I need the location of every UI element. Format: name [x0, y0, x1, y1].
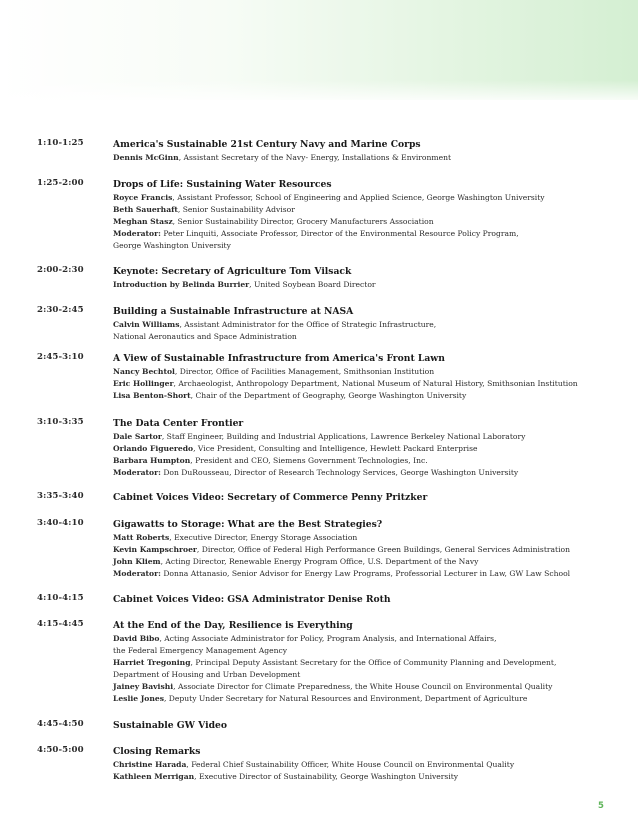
speaker-line — [113, 633, 613, 645]
speaker-line — [113, 279, 613, 291]
speaker-affiliation: , Federal Chief Sustainability Officer, White House Council on Environmental Quality — [186, 760, 515, 769]
speaker-name: Orlando Figueredo — [113, 444, 194, 454]
speaker-name: John Kliem — [113, 557, 161, 567]
session-title: The Data Center Frontier — [113, 418, 244, 429]
session-time: 1:25-2:00 — [37, 178, 84, 188]
speaker-line — [113, 319, 613, 331]
session-time: 2:00-2:30 — [37, 265, 84, 275]
speaker-name: Kevin Kampschroer — [113, 545, 197, 555]
session-time: 4:15-4:45 — [37, 619, 84, 629]
speaker-name: Beth Sauerhaft — [113, 205, 178, 215]
session-title: Gigawatts to Storage: What are the Best Strategies? — [113, 519, 383, 530]
speaker-line — [113, 443, 613, 455]
speaker-name: Leslie Jones — [113, 694, 164, 704]
speaker-affiliation: , Assistant Professor, School of Engineering and Applied Science, George Washington University — [172, 193, 545, 202]
session-details — [113, 265, 613, 291]
session-time: 4:50-5:00 — [37, 745, 84, 755]
speaker-line — [113, 669, 613, 681]
speaker-affiliation: , Executive Director, Energy Storage Association — [169, 533, 358, 542]
speaker-affiliation: , Chair of the Department of Geography, George Washington University — [190, 391, 467, 401]
speaker-line — [113, 204, 613, 216]
speaker-line — [113, 771, 613, 783]
speaker-name: Kathleen Merrigan — [113, 772, 195, 782]
speaker-line — [113, 556, 613, 568]
speaker-affiliation: , Principal Deputy Assistant Secretary for the Office of Community Planning and Development, — [190, 658, 557, 668]
session-details — [113, 745, 613, 783]
speaker-affiliation: Don DuRousseau, Director of Research Technology Services, George Washington University — [160, 468, 519, 478]
speaker-affiliation: , Executive Director of Sustainability, George Washington University — [194, 772, 459, 782]
session-time: 4:45-4:50 — [37, 719, 84, 729]
speaker-name: Introduction by Belinda Burrier — [113, 280, 250, 289]
session-title: Keynote: Secretary of Agriculture Tom Vilsack — [113, 266, 352, 277]
session-details — [113, 417, 613, 479]
speaker-name: Jainey Bavishi — [113, 682, 174, 692]
speaker-name: David Bibo — [113, 634, 160, 643]
speaker-affiliation: , Director, Office of Facilities Management, Smithsonian Institution — [174, 367, 435, 376]
speaker-affiliation: Department of Housing and Urban Development — [113, 670, 301, 680]
session-title: Drops of Life: Sustaining Water Resources — [113, 179, 332, 190]
session-time: 4:10-4:15 — [37, 593, 84, 603]
speaker-line — [113, 431, 613, 443]
session-time: 2:30-2:45 — [37, 305, 84, 315]
session-title: Building a Sustainable Infrastructure at NASA — [113, 306, 354, 317]
speaker-affiliation: Donna Attanasio, Senior Advisor for Energy Law Programs, Professorial Lecturer in Law, GW Law School — [160, 569, 571, 579]
speaker-affiliation: Peter Linquiti, Associate Professor, Director of the Environmental Resource Policy Program, — [160, 229, 519, 239]
speaker-line — [113, 228, 613, 240]
speaker-line — [113, 366, 613, 378]
speaker-name: Dale Sartor — [113, 432, 162, 441]
session-details — [113, 619, 613, 706]
speaker-line — [113, 532, 613, 544]
speaker-line — [113, 378, 613, 390]
speaker-affiliation: National Aeronautics and Space Administration — [113, 332, 297, 342]
session-title: Closing Remarks — [113, 746, 201, 757]
speaker-name: Harriet Tregoning — [113, 658, 191, 668]
session-title: Cabinet Voices Video: GSA Administrator Denise Roth — [113, 594, 391, 605]
speaker-affiliation: , Deputy Under Secretary for Natural Resources and Environment, Department of Agriculture — [163, 694, 528, 704]
session-details — [113, 305, 613, 343]
speaker-name: Moderator: — [113, 468, 161, 478]
page-number: 5 — [598, 801, 604, 811]
speaker-line — [113, 216, 613, 228]
speaker-line — [113, 455, 613, 467]
speaker-affiliation: , United Soybean Board Director — [249, 280, 376, 289]
speaker-name: Moderator: — [113, 229, 161, 239]
speaker-name: Meghan Stasz — [113, 217, 173, 227]
speaker-name: Christine Harada — [113, 760, 187, 769]
session-details — [113, 719, 613, 733]
speaker-name: Calvin Williams — [113, 320, 180, 329]
session-time: 1:10-1:25 — [37, 138, 84, 148]
speaker-line — [113, 240, 613, 252]
session-details — [113, 138, 613, 164]
speaker-name: Barbara Humpton — [113, 456, 191, 466]
speaker-affiliation: , Senior Sustainability Advisor — [177, 205, 295, 215]
speaker-line — [113, 544, 613, 556]
session-title: Sustainable GW Video — [113, 720, 227, 731]
session-title: Cabinet Voices Video: Secretary of Commerce Penny Pritzker — [113, 492, 428, 503]
speaker-affiliation: , Vice President, Consulting and Intelligence, Hewlett Packard Enterprise — [193, 444, 478, 454]
session-details — [113, 593, 613, 607]
speaker-line — [113, 390, 613, 402]
session-title: America's Sustainable 21st Century Navy and Marine Corps — [113, 139, 421, 150]
speaker-line — [113, 645, 613, 657]
speaker-affiliation: , Archaeologist, Anthropology Department, National Museum of Natural History, Smithsonian Institution — [173, 379, 578, 389]
speaker-affiliation: , Senior Sustainability Director, Grocery Manufacturers Association — [172, 217, 434, 227]
speaker-name: Eric Hollinger — [113, 379, 174, 389]
speaker-name: Moderator: — [113, 569, 161, 579]
speaker-affiliation: , Acting Associate Administrator for Policy, Program Analysis, and International Affairs, — [159, 634, 497, 643]
session-time: 3:35-3:40 — [37, 491, 84, 501]
speaker-line — [113, 467, 613, 479]
speaker-line — [113, 681, 613, 693]
speaker-name: Matt Roberts — [113, 533, 170, 542]
session-time: 3:40-4:10 — [37, 518, 84, 528]
header-gradient-fade — [0, 80, 638, 104]
speaker-affiliation: , Associate Director for Climate Preparedness, the White House Council on Environmental Quality — [173, 682, 553, 692]
speaker-name: Dennis McGinn — [113, 153, 179, 162]
speaker-affiliation: , President and CEO, Siemens Government Technologies, Inc. — [190, 456, 428, 466]
speaker-line — [113, 331, 613, 343]
speaker-line — [113, 568, 613, 580]
session-title: A View of Sustainable Infrastructure from America's Front Lawn — [113, 353, 445, 364]
speaker-name: Nancy Bechtol — [113, 367, 175, 376]
speaker-name: Royce Francis — [113, 193, 173, 202]
session-time: 3:10-3:35 — [37, 417, 84, 427]
speaker-line — [113, 192, 613, 204]
session-details — [113, 352, 613, 402]
speaker-line — [113, 693, 613, 705]
speaker-line — [113, 657, 613, 669]
speaker-affiliation: , Staff Engineer, Building and Industrial Applications, Lawrence Berkeley National Laboratory — [161, 432, 526, 441]
speaker-name: Lisa Benton-Short — [113, 391, 191, 401]
speaker-affiliation: the Federal Emergency Management Agency — [113, 646, 288, 656]
speaker-affiliation: , Assistant Administrator for the Office of Strategic Infrastructure, — [179, 320, 437, 329]
session-time: 2:45-3:10 — [37, 352, 84, 362]
session-details — [113, 491, 613, 505]
speaker-line — [113, 759, 613, 771]
session-details — [113, 518, 613, 580]
speaker-affiliation: George Washington University — [113, 241, 231, 251]
session-title: At the End of the Day, Resilience is Everything — [113, 620, 353, 631]
speaker-affiliation: , Assistant Secretary of the Navy- Energy, Installations & Environment — [178, 153, 452, 162]
speaker-affiliation: , Acting Director, Renewable Energy Program Office, U.S. Department of the Navy — [160, 557, 479, 567]
session-details — [113, 178, 613, 252]
speaker-line — [113, 152, 613, 164]
speaker-affiliation: , Director, Office of Federal High Performance Green Buildings, General Services Administration — [196, 545, 570, 555]
